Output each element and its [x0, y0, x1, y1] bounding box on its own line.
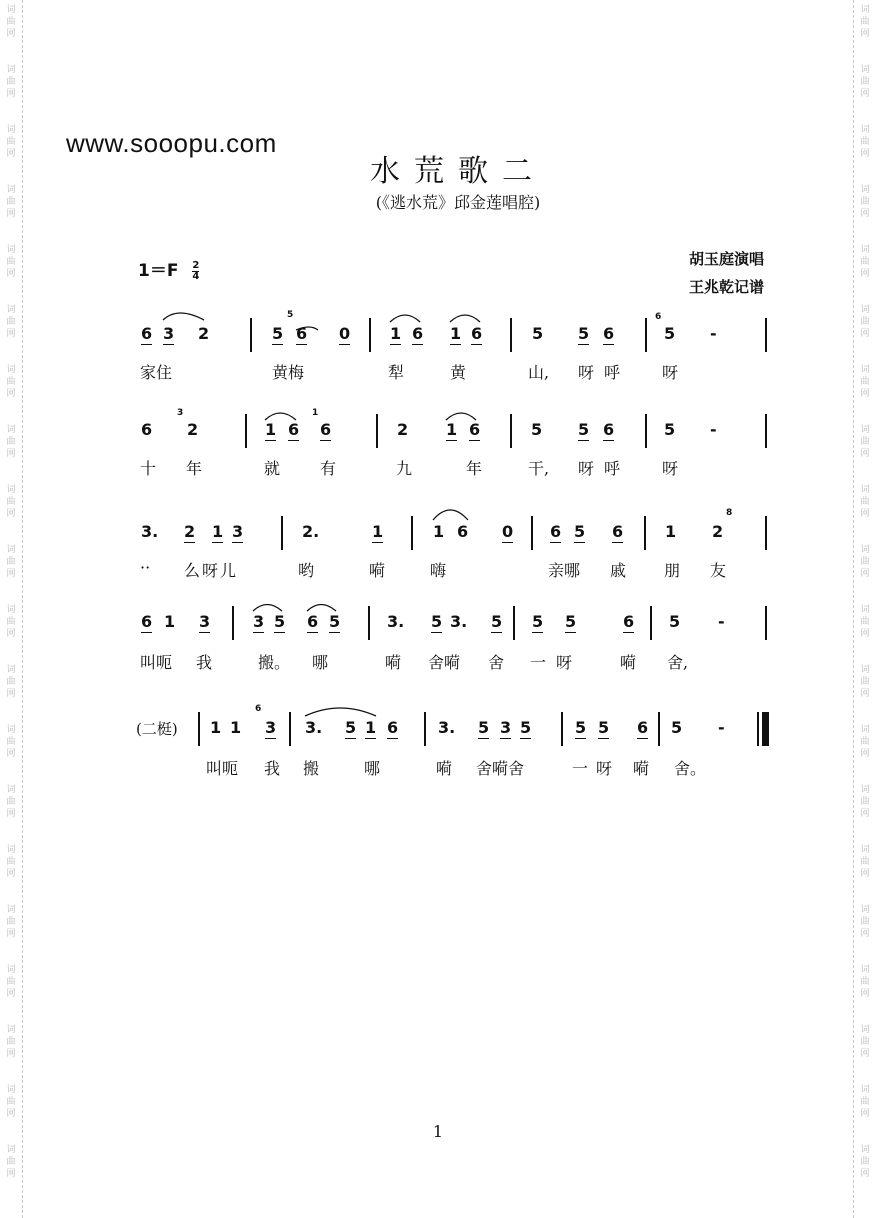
- note: 6: [471, 324, 483, 343]
- slur-arc: [390, 315, 420, 322]
- watermark-text: 词 曲 网: [860, 365, 870, 399]
- note: 6: [457, 522, 469, 541]
- note: 5: [431, 612, 443, 631]
- note: 1: [433, 522, 445, 541]
- note: 6: [469, 420, 481, 439]
- note: 2: [198, 324, 210, 343]
- note: 6: [387, 718, 399, 737]
- note: 5: [598, 718, 610, 737]
- watermark-text: 词 曲 网: [860, 5, 870, 39]
- slur-arc: [307, 605, 336, 612]
- key-label: 1＝F: [138, 261, 179, 281]
- note: 5: [520, 718, 532, 737]
- note: 5: [329, 612, 341, 631]
- note: -: [710, 420, 717, 439]
- note: 6: [307, 612, 319, 631]
- note: 5: [578, 324, 590, 343]
- watermark-text: 词 曲 网: [860, 965, 870, 999]
- watermark-text: 词 曲 网: [6, 545, 16, 579]
- lyric: 十: [140, 459, 157, 478]
- watermark-text: 词 曲 网: [860, 545, 870, 579]
- note: -: [718, 718, 725, 737]
- slur-arc: [265, 413, 296, 420]
- note: 5: [531, 420, 543, 439]
- lyric: 叫呃: [206, 759, 239, 778]
- lyric: 嗬: [620, 653, 637, 672]
- note: 6: [141, 420, 153, 439]
- note: 5: [669, 612, 681, 631]
- lyric: 舍。: [674, 759, 707, 778]
- grace-note: 6: [255, 704, 262, 714]
- note: 5: [274, 612, 286, 631]
- lyric: 舍嗬舍: [476, 759, 525, 778]
- note: 6: [320, 420, 332, 439]
- note: 5: [664, 420, 676, 439]
- watermark-text: 词 曲 网: [860, 65, 870, 99]
- singer-credit: 胡玉庭演唱: [688, 250, 764, 268]
- meter-bottom: 4: [192, 270, 200, 282]
- note: 5: [345, 718, 357, 737]
- note: 3.: [450, 612, 468, 631]
- watermark-text: 词 曲 网: [860, 725, 870, 759]
- note: 5: [575, 718, 587, 737]
- note: 5: [532, 612, 544, 631]
- note: 2: [184, 522, 196, 541]
- note: 2: [187, 420, 199, 439]
- slur-arc: [446, 413, 476, 420]
- note: 1: [665, 522, 677, 541]
- page-number: 1: [432, 1122, 444, 1141]
- note: 5: [565, 612, 577, 631]
- note: 6: [603, 324, 615, 343]
- slur-arc: [163, 313, 204, 320]
- lyric: 九: [396, 459, 413, 478]
- lyric: 搬。: [258, 653, 291, 672]
- watermark-text: 词 曲 网: [860, 1145, 870, 1179]
- watermark-text: 词 曲 网: [6, 485, 16, 519]
- lyric: 呀呼: [578, 363, 631, 382]
- note: 3: [253, 612, 265, 631]
- watermark-text: 词 曲 网: [6, 1145, 16, 1179]
- lyric: 呀: [662, 459, 679, 478]
- slur-arc: [450, 315, 480, 322]
- lyric: 有: [320, 459, 337, 478]
- lyric: 嗬: [385, 653, 402, 672]
- lyric: 就: [264, 459, 281, 478]
- note: 5: [574, 522, 586, 541]
- grace-note: 1: [312, 408, 319, 418]
- lyric: 嗨: [430, 561, 447, 580]
- lyric: 一呀: [572, 759, 621, 778]
- note: 1: [210, 718, 222, 737]
- watermark-text: 词 曲 网: [860, 185, 870, 219]
- note: 6: [296, 324, 308, 343]
- note: 3.: [387, 612, 405, 631]
- lyric: 叫呃: [140, 653, 173, 672]
- lyric: ··: [140, 558, 151, 577]
- note: 2: [397, 420, 409, 439]
- watermark-text: 词 曲 网: [6, 365, 16, 399]
- note: 5: [532, 324, 544, 343]
- note: 1: [164, 612, 176, 631]
- lyric: 家住: [140, 363, 173, 382]
- note: 2.: [302, 522, 320, 541]
- note: 1: [372, 522, 384, 541]
- transcriber-credit: 王兆乾记谱: [688, 278, 764, 296]
- slur-arc: [305, 708, 376, 716]
- note: 5: [664, 324, 676, 343]
- lyric: 亲哪: [548, 561, 581, 580]
- watermark-text: 词 曲 网: [6, 185, 16, 219]
- lyric: 我: [264, 759, 281, 778]
- note: 6: [603, 420, 615, 439]
- note: 6: [550, 522, 562, 541]
- watermark-text: 词 曲 网: [6, 965, 16, 999]
- watermark-text: 词 曲 网: [6, 5, 16, 39]
- watermark-text: 词 曲 网: [6, 785, 16, 819]
- watermark-text: 词 曲 网: [860, 425, 870, 459]
- lyric: 舍: [488, 653, 505, 672]
- note: 5: [272, 324, 284, 343]
- note: 3: [232, 522, 244, 541]
- watermark-text: 词 曲 网: [6, 845, 16, 879]
- lyric: 呀: [662, 363, 679, 382]
- lyric: 年: [466, 459, 483, 478]
- note: 1: [265, 420, 277, 439]
- watermark-text: 词 曲 网: [860, 605, 870, 639]
- lyric: 山,: [528, 363, 550, 382]
- lyric: 嗬: [369, 561, 386, 580]
- watermark-text: 词 曲 网: [6, 425, 16, 459]
- note: 6: [612, 522, 624, 541]
- grace-note: 5: [287, 310, 294, 320]
- watermark-text: 词 曲 网: [6, 65, 16, 99]
- meter-top: 2: [192, 259, 200, 271]
- lyric: 嗬: [633, 759, 650, 778]
- watermark-text: 词 曲 网: [860, 845, 870, 879]
- slur-arc: [253, 605, 282, 612]
- watermark-text: 词 曲 网: [6, 665, 16, 699]
- lyric: 么呀儿: [184, 561, 239, 580]
- note: -: [710, 324, 717, 343]
- note: 2: [712, 522, 724, 541]
- song-title: 水荒歌二: [370, 154, 546, 189]
- watermark-text: 词 曲 网: [860, 485, 870, 519]
- watermark-text: 词 曲 网: [860, 785, 870, 819]
- lyric: 朋: [664, 561, 681, 580]
- lyric: 我: [196, 653, 213, 672]
- note: 1: [446, 420, 458, 439]
- lyric: 舍嗬: [428, 653, 461, 672]
- note: 3.: [305, 718, 323, 737]
- note: 6: [141, 324, 153, 343]
- watermark-text: 词 曲 网: [6, 725, 16, 759]
- watermark-text: 词 曲 网: [6, 1085, 16, 1119]
- watermark-text: 词 曲 网: [860, 665, 870, 699]
- grace-note: 3: [177, 408, 184, 418]
- note: 3: [500, 718, 512, 737]
- watermark-text: 词 曲 网: [860, 125, 870, 159]
- note: 6: [412, 324, 424, 343]
- note: 5: [578, 420, 590, 439]
- note: 1: [365, 718, 377, 737]
- watermark-text: 词 曲 网: [6, 125, 16, 159]
- lyric: 哪: [312, 653, 329, 672]
- lyric: 哟: [298, 561, 315, 580]
- note: 5: [491, 612, 503, 631]
- watermark-text: 词 曲 网: [860, 1085, 870, 1119]
- note: 3: [199, 612, 211, 631]
- watermark-text: 词 曲 网: [860, 245, 870, 279]
- lyric: 犁: [388, 363, 405, 382]
- note: 1: [230, 718, 242, 737]
- lyric: 呀呼: [578, 459, 631, 478]
- note: 6: [623, 612, 635, 631]
- note: -: [718, 612, 725, 631]
- note: 1: [450, 324, 462, 343]
- watermark-text: 词 曲 网: [860, 305, 870, 339]
- lyric: 戚: [610, 561, 627, 580]
- section-label: (二梃): [136, 720, 178, 738]
- note: 6: [141, 612, 153, 631]
- lyric: 舍,: [667, 653, 689, 672]
- slur-arc: [433, 510, 468, 520]
- slur-arc: [296, 327, 318, 330]
- lyric: 年: [186, 459, 203, 478]
- note: 1: [390, 324, 402, 343]
- watermark-text: 词 曲 网: [860, 905, 870, 939]
- lyric: 搬: [303, 759, 320, 778]
- watermark-text: 词 曲 网: [6, 605, 16, 639]
- watermark-text: 词 曲 网: [860, 1025, 870, 1059]
- lyric: 嗬: [436, 759, 453, 778]
- song-subtitle: (《逃水荒》邱金莲唱腔): [375, 193, 541, 212]
- lyric: 干,: [528, 459, 550, 478]
- note: 6: [637, 718, 649, 737]
- note: 1: [212, 522, 224, 541]
- grace-note: 8: [726, 508, 733, 518]
- note: 5: [671, 718, 683, 737]
- note: 0: [502, 522, 514, 541]
- watermark-text: 词 曲 网: [6, 1025, 16, 1059]
- lyric: 黄: [450, 363, 467, 382]
- watermark-text: 词 曲 网: [6, 305, 16, 339]
- note: 5: [478, 718, 490, 737]
- note: 3: [163, 324, 175, 343]
- lyric: 一呀: [530, 653, 583, 672]
- note: 3: [265, 718, 277, 737]
- note: 0: [339, 324, 351, 343]
- note: 3.: [141, 522, 159, 541]
- site-url[interactable]: www.sooopu.com: [66, 128, 277, 158]
- note: 6: [288, 420, 300, 439]
- note: 3.: [438, 718, 456, 737]
- lyric: 友: [710, 561, 727, 580]
- grace-note: 6: [655, 312, 662, 322]
- watermark-text: 词 曲 网: [6, 245, 16, 279]
- lyric: 哪: [364, 759, 381, 778]
- watermark-text: 词 曲 网: [6, 905, 16, 939]
- lyric: 黄梅: [272, 363, 305, 382]
